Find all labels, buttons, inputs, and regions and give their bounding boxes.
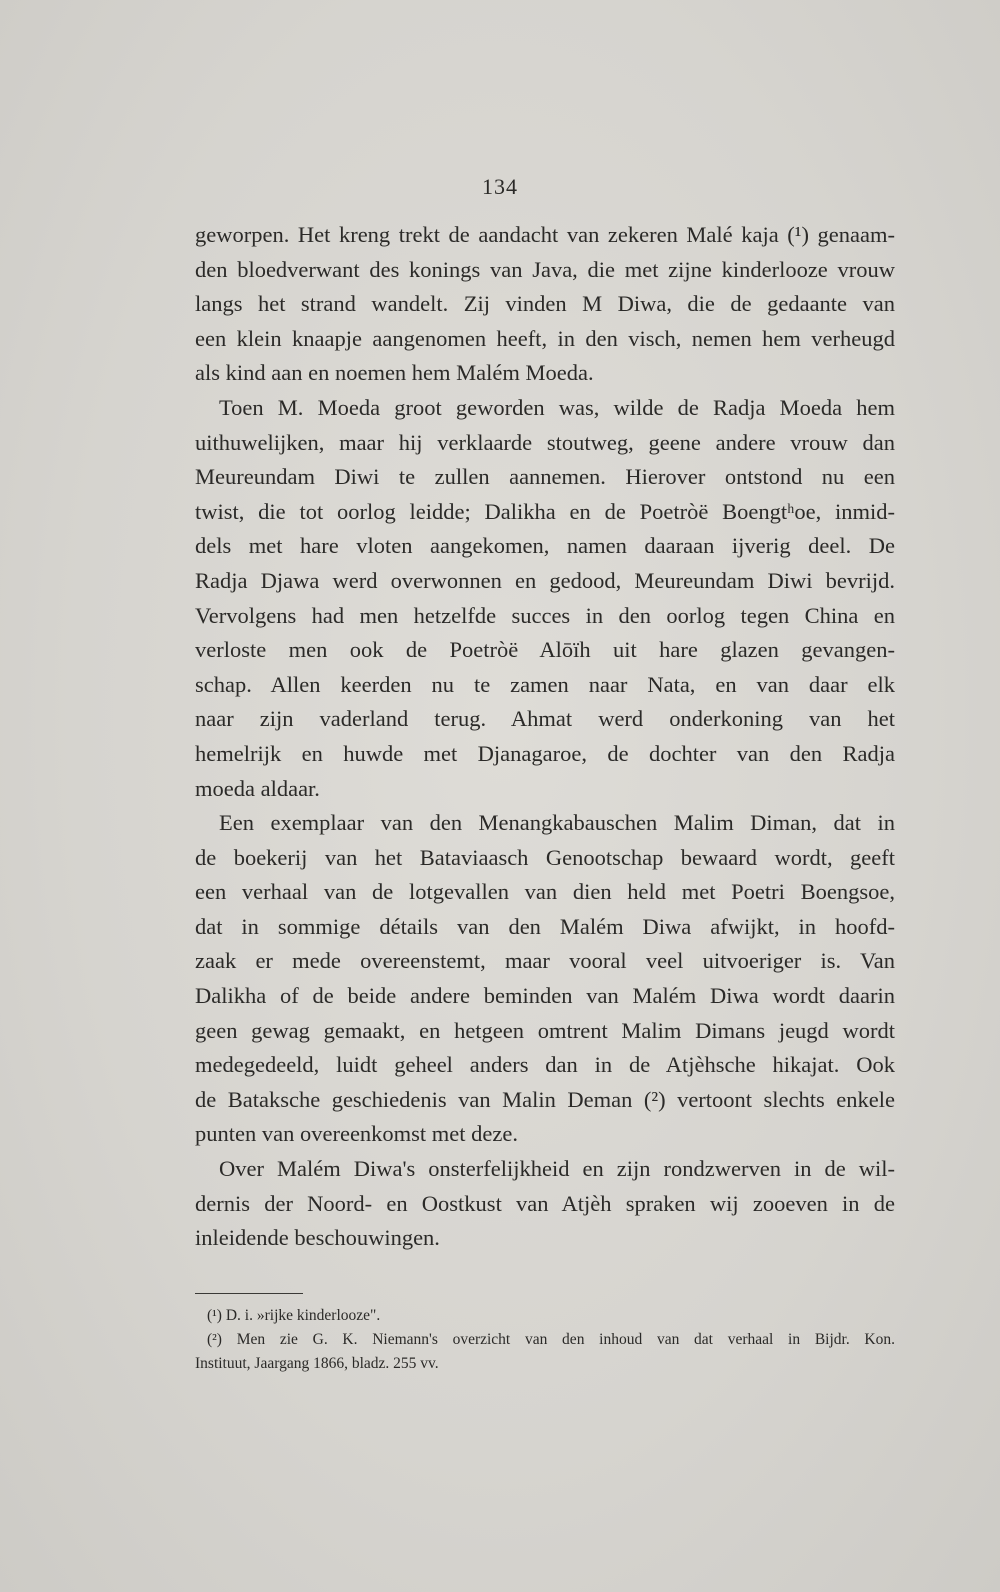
text-line: hemelrijk en huwde met Djanagaroe, de dochter van den Radja [195,740,895,766]
text-line: Toen M. Moeda groot geworden was, wilde de Radja Moeda hem [219,394,895,420]
footnote-1: (¹) D. i. »rijke kinderlooze". [207,1307,381,1324]
page-number: 134 [482,174,518,199]
text-line: twist, die tot oorlog leidde; Dalikha en de Poetròë Boengtʰoe, inmid- [195,498,895,524]
text-line: Vervolgens had men hetzelfde succes in den oorlog tegen China en [195,602,895,628]
text-line: de Bataksche geschiedenis van Malin Deman (²) vertoont slechts enkele [195,1086,895,1112]
footnote-divider [195,1293,303,1294]
text-line: een klein knaapje aangenomen heeft, in den visch, nemen hem verheugd [195,325,895,351]
body-text [195,218,895,1256]
text-line: geen gewag gemaakt, en hetgeen omtrent Malim Dimans jeugd wordt [195,1017,895,1043]
text-line: naar zijn vaderland terug. Ahmat werd onderkoning van het [195,706,895,732]
text-line: schap. Allen keerden nu te zamen naar Nata, en van daar elk [195,671,895,697]
text-line: als kind aan en noemen hem Malém Moeda. [195,360,594,386]
text-line: den bloedverwant des konings van Java, die met zijne kinderlooze vrouw [195,256,895,282]
text-line: uithuwelijken, maar hij verklaarde stoutweg, geene andere vrouw dan [195,429,895,455]
text-line: zaak er mede overeenstemt, maar vooral veel uitvoeriger is. Van [195,948,895,974]
text-line: verloste men ook de Poetròë Alōïh uit hare glazen gevangen- [195,637,895,663]
text-line: moeda aldaar. [195,775,320,801]
footnote-2: (²) Men zie G. K. Niemann's overzicht van den inhoud van dat verhaal in Bijdr. Kon. [207,1331,895,1348]
text-line: dels met hare vloten aangekomen, namen daaraan ijverig deel. De [195,533,895,559]
text-line: een verhaal van de lotgevallen van dien held met Poetri Boengsoe, [195,879,895,905]
footnotes [195,1304,895,1376]
text-line: Over Malém Diwa's onsterfelijkheid en zijn rondzwerven in de wil- [219,1156,895,1182]
text-line: geworpen. Het kreng trekt de aandacht van zekeren Malé kaja (¹) genaam- [195,222,895,247]
text-line: de boekerij van het Bataviaasch Genootschap bewaard wordt, geeft [195,844,895,870]
text-line: inleidende beschouwingen. [195,1225,440,1251]
text-line: Radja Djawa werd overwonnen en gedood, Meureundam Diwi bevrijd. [195,567,895,593]
text-line: punten van overeenkomst met deze. [195,1121,519,1147]
text-line: medegedeeld, luidt geheel anders dan in de Atjèhsche hikajat. Ook [195,1052,895,1078]
text-line: Dalikha of de beide andere beminden van Malém Diwa wordt daarin [195,983,895,1009]
footnote-2-continued: Instituut, Jaargang 1866, bladz. 255 vv. [195,1355,439,1372]
text-line: langs het strand wandelt. Zij vinden M Diwa, die de gedaante van [195,291,895,317]
text-line: Een exemplaar van den Menangkabauschen Malim Diman, dat in [219,810,895,836]
text-line: dernis der Noord- en Oostkust van Atjèh spraken wij zooeven in de [195,1190,895,1216]
text-line: dat in sommige détails van den Malém Diwa afwijkt, in hoofd- [195,913,895,939]
text-line: Meureundam Diwi te zullen aannemen. Hierover ontstond nu een [195,464,895,490]
